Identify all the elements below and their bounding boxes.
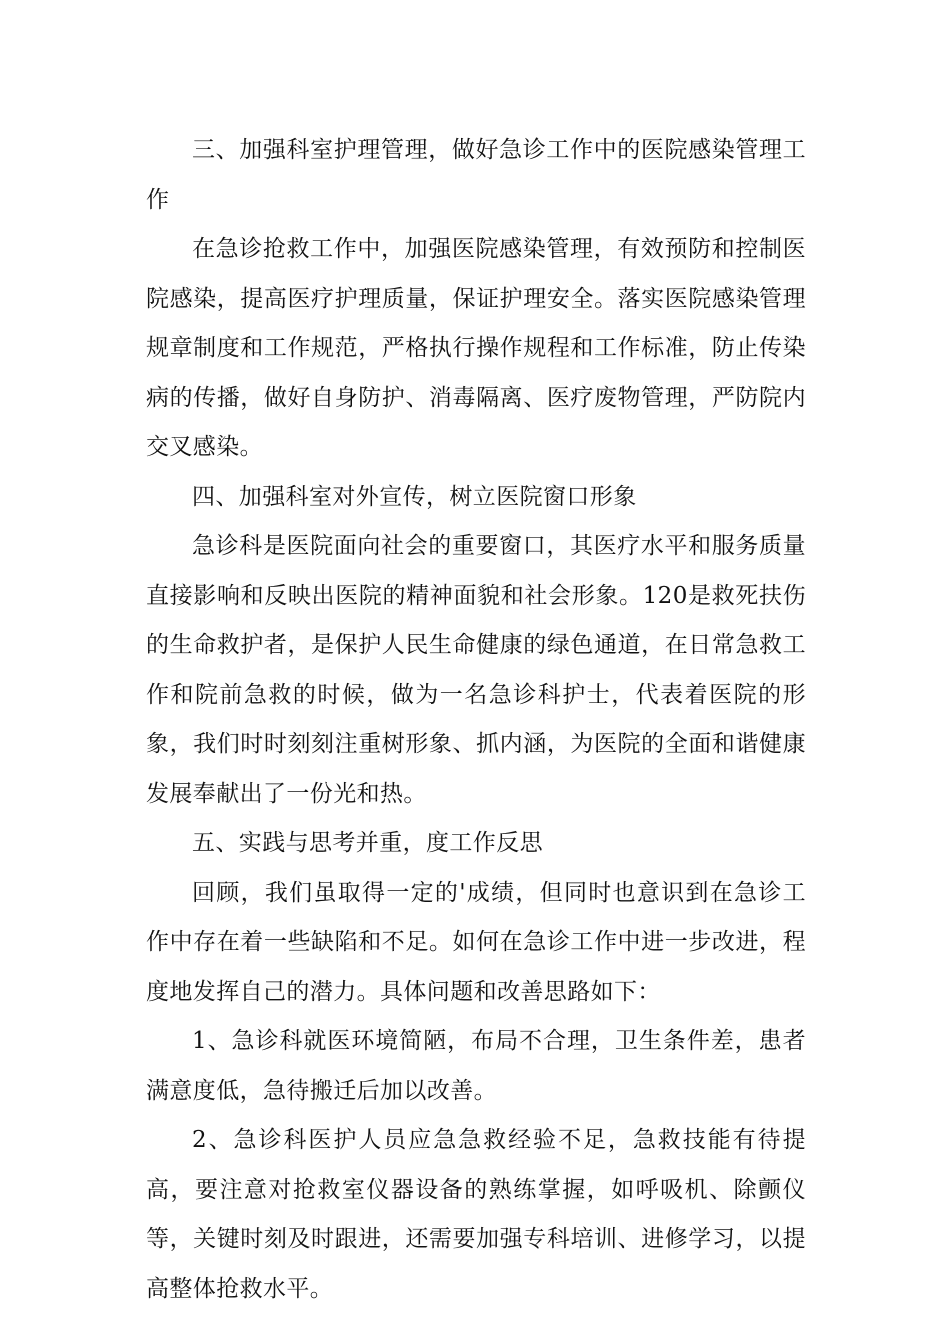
heading-section-4: 四、加强科室对外宣传，树立医院窗口形象 — [192, 483, 637, 510]
paragraph-reflection: 回顾，我们虽取得一定的'成绩，但同时也意识到在急诊工作中存在着一些缺陷和不足。如何在急诊工作中进一步改进，程度地发挥自己的潜力。具体问题和改善思路如下： — [146, 879, 806, 1005]
document-body — [146, 126, 806, 1314]
paragraph-infection-management: 在急诊抢救工作中，加强医院感染管理，有效预防和控制医院感染，提高医疗护理质量，保证护理安全。落实医院感染管理规章制度和工作规范，严格执行操作规程和工作标准，防止传染病的传播，做好自身防护、消毒隔离、医疗废物管理，严防院内交叉感染。 — [146, 236, 806, 460]
list-item-2: 2、急诊科医护人员应急急救经验不足，急救技能有待提高，要注意对抢救室仪器设备的熟练掌握，如呼吸机、除颤仪等，关键时刻及时跟进，还需要加强专科培训、进修学习，以提高整体抢救水平。 — [146, 1127, 806, 1302]
heading-section-3: 三、加强科室护理管理，做好急诊工作中的医院感染管理工作 — [146, 137, 806, 213]
paragraph-publicity: 急诊科是医院面向社会的重要窗口，其医疗水平和服务质量直接影响和反映出医院的精神面貌和社会形象。120是救死扶伤的生命救护者，是保护人民生命健康的绿色通道，在日常急救工作和院前急救的时候，做为一名急诊科护士，代表着医院的形象，我们时时刻刻注重树形象、抓内涵，为医院的全面和谐健康发展奉献出了一份光和热。 — [146, 533, 806, 807]
heading-section-5: 五、实践与思考并重，度工作反思 — [192, 830, 543, 856]
list-item-1: 1、急诊科就医环境简陋，布局不合理，卫生条件差，患者满意度低，急待搬迁后加以改善。 — [146, 1028, 806, 1104]
